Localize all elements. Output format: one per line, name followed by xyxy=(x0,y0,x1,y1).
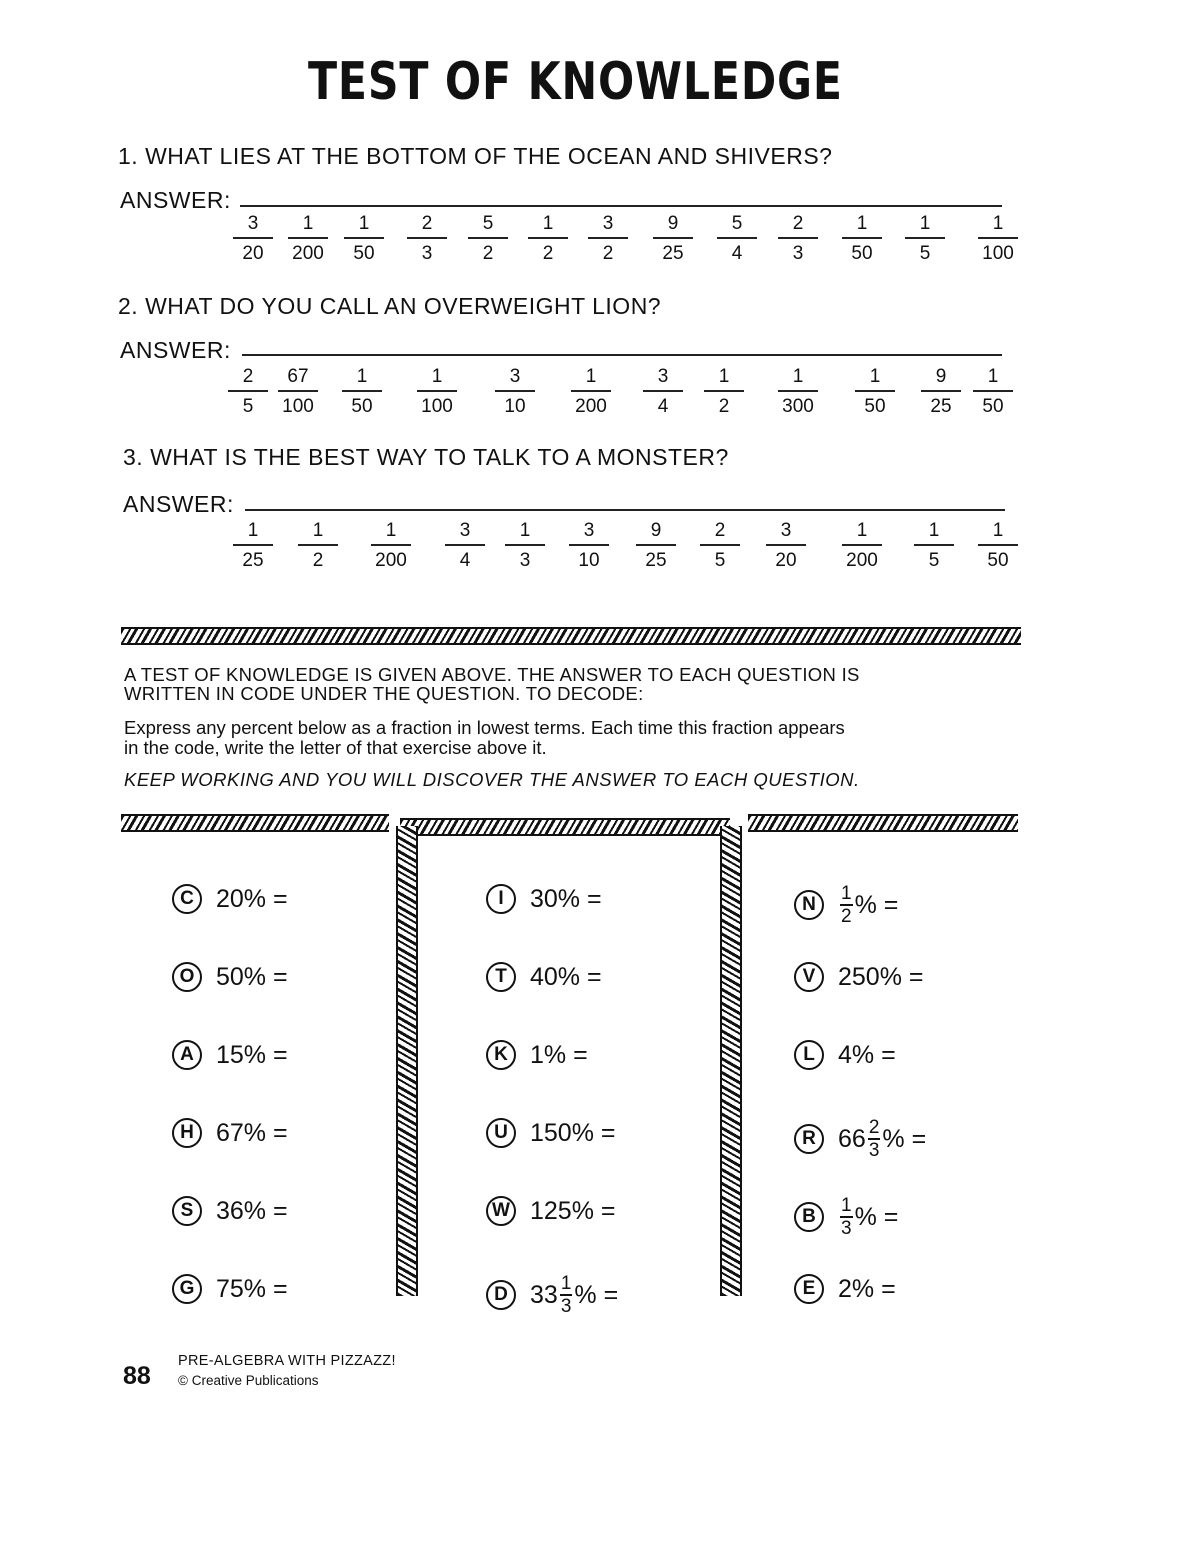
exercise-expression: 30% = xyxy=(530,884,602,913)
fraction-denominator: 5 xyxy=(919,243,931,264)
rope-left-column xyxy=(396,826,418,1296)
code-fraction xyxy=(692,521,748,570)
exercise-v xyxy=(794,962,924,992)
exercise-letter: D xyxy=(486,1280,516,1310)
exercise-fraction xyxy=(840,1196,853,1238)
code-fraction xyxy=(561,521,617,570)
fraction-numerator: 1 xyxy=(542,213,554,234)
fraction-denominator: 2 xyxy=(718,396,730,417)
exercise-fraction-denominator: 3 xyxy=(841,1218,852,1239)
code-fraction xyxy=(645,214,701,263)
fraction-denominator: 2 xyxy=(482,243,494,264)
rope-divider-top xyxy=(121,627,1021,645)
exercise-letter: N xyxy=(794,890,824,920)
code-fraction xyxy=(225,521,281,570)
exercise-expression: 125% = xyxy=(530,1196,616,1225)
fraction-denominator: 2 xyxy=(312,550,324,571)
exercise-expression: 75% = xyxy=(216,1274,288,1303)
code-fraction xyxy=(834,521,890,570)
fraction-numerator: 3 xyxy=(247,213,259,234)
fraction-denominator: 200 xyxy=(292,243,324,264)
fraction-numerator: 1 xyxy=(519,520,531,541)
code-fraction xyxy=(758,521,814,570)
code-fraction xyxy=(580,214,636,263)
code-fraction xyxy=(563,367,619,416)
fraction-numerator: 1 xyxy=(358,213,370,234)
fraction-denominator: 3 xyxy=(421,243,433,264)
fraction-numerator: 5 xyxy=(482,213,494,234)
code-fraction xyxy=(770,214,826,263)
fraction-denominator: 300 xyxy=(782,396,814,417)
fraction-denominator: 200 xyxy=(575,396,607,417)
exercise-fraction xyxy=(560,1274,573,1316)
code-fraction xyxy=(970,521,1026,570)
fraction-numerator: 3 xyxy=(780,520,792,541)
exercise-expression: 4% = xyxy=(838,1040,896,1069)
code-fraction xyxy=(847,367,903,416)
fraction-numerator: 3 xyxy=(657,366,669,387)
fraction-numerator: 1 xyxy=(792,366,804,387)
fraction-numerator: 1 xyxy=(987,366,999,387)
exercise-expression: 36% = xyxy=(216,1196,288,1225)
rope-top-left xyxy=(121,814,389,832)
fraction-numerator: 1 xyxy=(431,366,443,387)
code-fraction xyxy=(628,521,684,570)
fraction-numerator: 5 xyxy=(731,213,743,234)
code-fraction xyxy=(770,367,826,416)
code-fraction xyxy=(906,521,962,570)
code-fraction xyxy=(409,367,465,416)
instructions-line-4: in the code, write the letter of that exercise above it. xyxy=(124,737,547,758)
exercise-letter: C xyxy=(172,884,202,914)
fraction-numerator: 1 xyxy=(919,213,931,234)
code-fraction xyxy=(965,367,1021,416)
exercise-letter: A xyxy=(172,1040,202,1070)
exercise-expression: 15% = xyxy=(216,1040,288,1069)
fraction-denominator: 10 xyxy=(504,396,526,417)
question-1: 1. WHAT LIES AT THE BOTTOM OF THE OCEAN AND SHIVERS? xyxy=(118,143,833,169)
exercise-letter: S xyxy=(172,1196,202,1226)
exercise-fraction-denominator: 2 xyxy=(841,906,852,927)
rope-right-column xyxy=(720,826,742,1296)
exercise-letter: E xyxy=(794,1274,824,1304)
exercise-t xyxy=(486,962,602,992)
fraction-denominator: 2 xyxy=(542,243,554,264)
page-number: 88 xyxy=(123,1362,151,1390)
fraction-numerator: 1 xyxy=(356,366,368,387)
fraction-denominator: 200 xyxy=(375,550,407,571)
fraction-denominator: 50 xyxy=(351,396,373,417)
exercise-h xyxy=(172,1118,288,1148)
fraction-numerator: 2 xyxy=(714,520,726,541)
fraction-numerator: 1 xyxy=(856,520,868,541)
fraction-numerator: 2 xyxy=(421,213,433,234)
fraction-denominator: 50 xyxy=(982,396,1004,417)
instructions-line-3: Express any percent below as a fraction in lowest terms. Each time this fraction appears xyxy=(124,717,845,738)
fraction-numerator: 67 xyxy=(287,366,309,387)
fraction-numerator: 9 xyxy=(935,366,947,387)
exercise-fraction-numerator: 1 xyxy=(560,1273,572,1294)
code-fraction xyxy=(363,521,419,570)
fraction-denominator: 100 xyxy=(982,243,1014,264)
exercise-expression: 40% = xyxy=(530,962,602,991)
exercise-r xyxy=(794,1118,926,1160)
exercise-letter: K xyxy=(486,1040,516,1070)
exercise-fraction xyxy=(868,1118,881,1160)
exercise-expression: 2% = xyxy=(838,1274,896,1303)
fraction-numerator: 3 xyxy=(583,520,595,541)
fraction-denominator: 4 xyxy=(459,550,471,571)
exercise-fraction-numerator: 1 xyxy=(841,883,852,904)
exercise-letter: B xyxy=(794,1202,824,1232)
code-fraction xyxy=(897,214,953,263)
fraction-numerator: 2 xyxy=(242,366,254,387)
code-fraction xyxy=(437,521,493,570)
exercise-fraction-numerator: 1 xyxy=(841,1195,852,1216)
exercise-n xyxy=(794,884,898,926)
fraction-denominator: 100 xyxy=(282,396,314,417)
exercise-a xyxy=(172,1040,288,1070)
exercise-whole: 66 xyxy=(838,1124,866,1153)
exercise-letter: V xyxy=(794,962,824,992)
fraction-denominator: 4 xyxy=(657,396,669,417)
fraction-denominator: 2 xyxy=(602,243,614,264)
code-fraction xyxy=(220,367,276,416)
question-3: 3. WHAT IS THE BEST WAY TO TALK TO A MONSTER? xyxy=(123,444,729,470)
code-fraction xyxy=(970,214,1026,263)
exercise-w xyxy=(486,1196,616,1226)
fraction-numerator: 9 xyxy=(667,213,679,234)
code-fraction xyxy=(399,214,455,263)
fraction-denominator: 200 xyxy=(846,550,878,571)
answer-line-1 xyxy=(240,205,1002,207)
answer-label-2: ANSWER: xyxy=(120,337,231,363)
exercise-letter: U xyxy=(486,1118,516,1148)
exercise-fraction-denominator: 3 xyxy=(560,1296,572,1317)
code-fraction xyxy=(336,214,392,263)
fraction-numerator: 3 xyxy=(459,520,471,541)
exercise-fraction xyxy=(840,884,853,926)
exercise-whole: 33 xyxy=(530,1280,558,1309)
question-2: 2. WHAT DO YOU CALL AN OVERWEIGHT LION? xyxy=(118,293,662,319)
fraction-denominator: 10 xyxy=(578,550,600,571)
exercise-i xyxy=(486,884,602,914)
code-fraction xyxy=(913,367,969,416)
exercise-expression: 50% = xyxy=(216,962,288,991)
fraction-numerator: 1 xyxy=(585,366,597,387)
fraction-denominator: 5 xyxy=(242,396,254,417)
page-title: TEST OF KNOWLEDGE xyxy=(307,52,843,112)
fraction-denominator: 25 xyxy=(242,550,264,571)
exercise-expression: 67% = xyxy=(216,1118,288,1147)
fraction-denominator: 4 xyxy=(731,243,743,264)
fraction-denominator: 5 xyxy=(714,550,726,571)
exercise-o xyxy=(172,962,288,992)
rope-top-right xyxy=(748,814,1018,832)
exercise-u xyxy=(486,1118,616,1148)
fraction-numerator: 1 xyxy=(312,520,324,541)
fraction-numerator: 1 xyxy=(856,213,868,234)
fraction-numerator: 9 xyxy=(650,520,662,541)
instructions-line-5: KEEP WORKING AND YOU WILL DISCOVER THE ANSWER TO EACH QUESTION. xyxy=(124,769,860,790)
fraction-numerator: 1 xyxy=(992,520,1004,541)
fraction-denominator: 50 xyxy=(851,243,873,264)
exercise-letter: W xyxy=(486,1196,516,1226)
exercise-letter: G xyxy=(172,1274,202,1304)
exercise-expression: 1% = xyxy=(530,1040,588,1069)
instructions-line-1: A TEST OF KNOWLEDGE IS GIVEN ABOVE. THE ANSWER TO EACH QUESTION IS xyxy=(124,664,860,685)
fraction-denominator: 3 xyxy=(792,243,804,264)
code-fraction xyxy=(709,214,765,263)
exercise-c xyxy=(172,884,288,914)
answer-label-3: ANSWER: xyxy=(123,491,234,517)
copyright: © Creative Publications xyxy=(178,1373,319,1388)
exercise-letter: I xyxy=(486,884,516,914)
fraction-denominator: 5 xyxy=(928,550,940,571)
fraction-numerator: 2 xyxy=(792,213,804,234)
code-fraction xyxy=(225,214,281,263)
exercise-letter: T xyxy=(486,962,516,992)
fraction-denominator: 25 xyxy=(645,550,667,571)
exercise-expression: 150% = xyxy=(530,1118,616,1147)
code-fraction xyxy=(270,367,326,416)
exercise-fraction-denominator: 3 xyxy=(868,1140,880,1161)
exercise-expression: 250% = xyxy=(838,962,924,991)
code-fraction xyxy=(290,521,346,570)
exercise-expression: 20% = xyxy=(216,884,288,913)
exercise-l xyxy=(794,1040,896,1070)
fraction-numerator: 1 xyxy=(992,213,1004,234)
exercise-g xyxy=(172,1274,288,1304)
exercise-e xyxy=(794,1274,896,1304)
exercise-k xyxy=(486,1040,588,1070)
fraction-numerator: 1 xyxy=(869,366,881,387)
exercise-fraction-numerator: 2 xyxy=(868,1117,880,1138)
exercise-letter: O xyxy=(172,962,202,992)
fraction-denominator: 25 xyxy=(930,396,952,417)
exercise-b xyxy=(794,1196,898,1238)
fraction-numerator: 1 xyxy=(928,520,940,541)
fraction-denominator: 3 xyxy=(519,550,531,571)
exercise-letter: H xyxy=(172,1118,202,1148)
fraction-numerator: 1 xyxy=(385,520,397,541)
answer-line-2 xyxy=(242,354,1002,356)
fraction-numerator: 1 xyxy=(247,520,259,541)
code-fraction xyxy=(635,367,691,416)
exercise-expression: % = xyxy=(574,1280,619,1309)
code-fraction xyxy=(334,367,390,416)
fraction-denominator: 50 xyxy=(353,243,375,264)
fraction-numerator: 3 xyxy=(509,366,521,387)
exercise-d xyxy=(486,1274,618,1316)
fraction-numerator: 1 xyxy=(302,213,314,234)
exercise-expression: % = xyxy=(854,1202,899,1231)
fraction-denominator: 20 xyxy=(775,550,797,571)
rope-top-middle xyxy=(400,818,730,836)
code-fraction xyxy=(520,214,576,263)
exercise-expression: % = xyxy=(882,1124,927,1153)
answer-line-3 xyxy=(245,509,1005,511)
fraction-denominator: 50 xyxy=(864,396,886,417)
fraction-denominator: 25 xyxy=(662,243,684,264)
code-fraction xyxy=(497,521,553,570)
fraction-denominator: 100 xyxy=(421,396,453,417)
exercise-expression: % = xyxy=(854,890,899,919)
fraction-denominator: 50 xyxy=(987,550,1009,571)
instructions-line-2: WRITTEN IN CODE UNDER THE QUESTION. TO DECODE: xyxy=(124,683,644,704)
code-fraction xyxy=(280,214,336,263)
fraction-numerator: 3 xyxy=(602,213,614,234)
exercise-s xyxy=(172,1196,288,1226)
fraction-denominator: 20 xyxy=(242,243,264,264)
exercise-letter: R xyxy=(794,1124,824,1154)
book-title: PRE-ALGEBRA WITH PIZZAZZ! xyxy=(178,1353,396,1369)
fraction-numerator: 1 xyxy=(718,366,730,387)
code-fraction xyxy=(696,367,752,416)
code-fraction xyxy=(487,367,543,416)
code-fraction xyxy=(460,214,516,263)
exercise-letter: L xyxy=(794,1040,824,1070)
code-fraction xyxy=(834,214,890,263)
answer-label-1: ANSWER: xyxy=(120,187,231,213)
